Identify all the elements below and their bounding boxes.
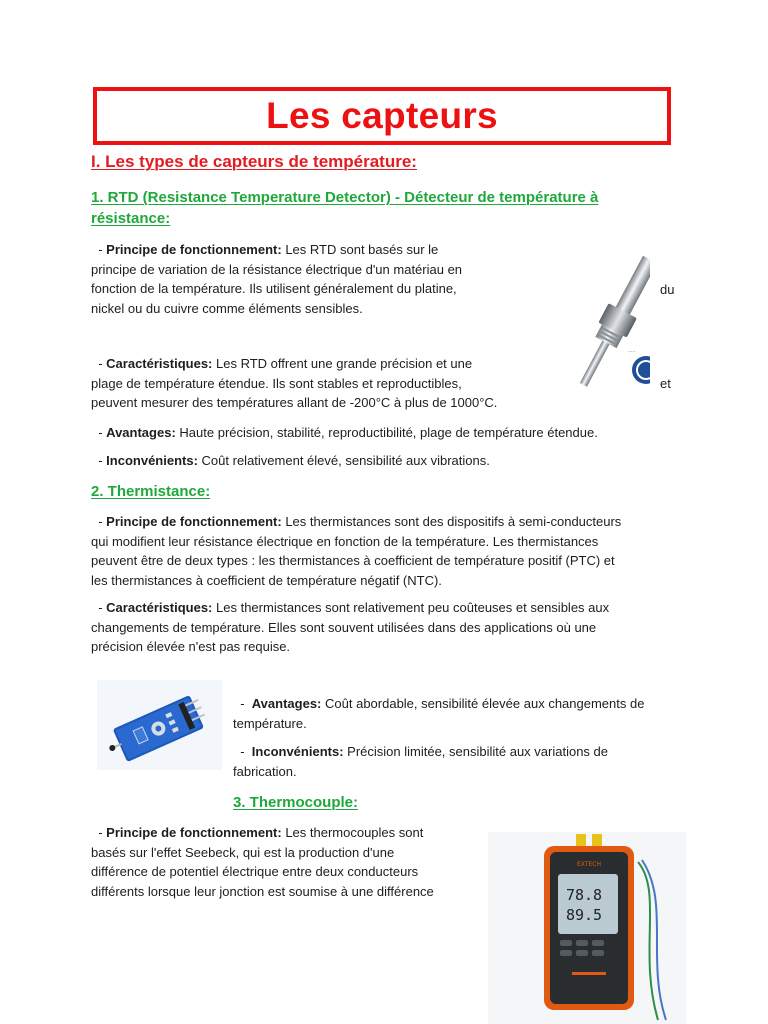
thermocouple-principe-label: Principe de fonctionnement:: [106, 825, 282, 840]
thermistance-inconv-label: Inconvénients:: [251, 744, 344, 759]
thermistance-principe: - Principe de fonctionnement: Les thermistances sont des dispositifs à semi-conducteurs qui modifient leur résistance électrique en fonction de la température. Les thermistances peuvent être de deux types : les thermistances à coefficient de température positif (PTC) et les thermistances à coefficient de température négatif (NTC).: [91, 512, 691, 590]
thermistance-inconv-text: Précision limitée, sensibilité aux variations de: [347, 744, 609, 759]
thermistance-avantages-line: température.: [233, 715, 307, 731]
meter-reading-2: 89.5: [565, 906, 603, 924]
thermocouple-principe-text: Les thermocouples sont: [285, 825, 424, 840]
thermistance-principe-label: Principe de fonctionnement:: [106, 514, 282, 529]
meter-reading-1: 78.8: [565, 886, 603, 904]
thermistance-caract-label: Caractéristiques:: [106, 600, 213, 615]
thermistance-principe-text: Les thermistances sont des dispositifs à semi-conducteurs: [285, 514, 622, 529]
rtd-caract-label: Caractéristiques:: [106, 356, 213, 371]
rtd-heading: 1. RTD (Resistance Temperature Detector) - Détecteur de température à résistance:: [91, 189, 599, 227]
rtd-caract-text: Les RTD offrent une grande précision et une: [216, 356, 473, 371]
title-box: [93, 87, 671, 145]
rtd-avantages: - Avantages: Haute précision, stabilité, reproductibilité, plage de température étendue.: [91, 425, 598, 440]
thermistance-caract-text: Les thermistances sont relativement peu coûteuses et sensibles aux: [216, 600, 610, 615]
thermocouple-principe: - Principe de fonctionnement: Les thermocouples sont basés sur l'effet Seebeck, qui est la production d'une différence de potentiel électrique entre deux conducteurs différents lorsque leur jonction est soumise à une différence: [91, 823, 481, 901]
thermistance-avantages-text: Coût abordable, sensibilité élevée aux changements de: [325, 696, 645, 711]
rtd-avantages-text: Haute précision, stabilité, reproductibilité, plage de température étendue.: [179, 425, 598, 440]
thermocouple-heading: 3. Thermocouple:: [233, 794, 359, 811]
section-heading: I. Les types de capteurs de température:: [91, 152, 417, 171]
thermistance-principe-line: peuvent être de deux types : les thermistances à coefficient de température positif (PTC) et: [91, 553, 615, 568]
thermistance-avantages: - Avantages: Coût abordable, sensibilité élevée aux changements de température.: [233, 694, 683, 733]
rtd-caract: - Caractéristiques: Les RTD offrent une grande précision et une plage de température étendue. Ils sont stables et reproductibles, peuvent mesurer des températures allant de -200°C à plus de 1000°C.: [91, 354, 531, 413]
rtd-principe-wrap: du: [660, 281, 675, 297]
rtd-inconv-label: Inconvénients:: [106, 453, 198, 468]
thermocouple-principe-line: basés sur l'effet Seebeck, qui est la production d'une: [91, 844, 395, 860]
rtd-inconvenients: - Inconvénients: Coût relativement élevé, sensibilité aux vibrations.: [91, 453, 490, 468]
thermistor-module-image: [97, 680, 222, 770]
thermistance-inconvenients: - Inconvénients: Précision limitée, sensibilité aux variations de fabrication.: [233, 742, 683, 781]
svg-text:-----: -----: [628, 349, 636, 354]
rtd-caract-line: plage de température étendue. Ils sont stables et reproductibles,: [91, 375, 462, 391]
page-title: Les capteurs: [266, 95, 498, 136]
rtd-avantages-label: Avantages:: [106, 425, 176, 440]
thermistance-principe-line: les thermistances à coefficient de température négatif (NTC).: [91, 572, 442, 588]
rtd-caract-line: peuvent mesurer des températures allant de -200°C à plus de 1000°C.: [91, 395, 498, 410]
thermistance-caract-line: précision élevée n'est pas requise.: [91, 639, 291, 654]
thermocouple-meter-image: [488, 832, 686, 1024]
rtd-principe-line: nickel ou du cuivre comme éléments sensibles.: [91, 300, 363, 316]
rtd-principe-label: Principe de fonctionnement:: [106, 242, 282, 257]
thermistance-caract: - Caractéristiques: Les thermistances sont relativement peu coûteuses et sensibles aux changements de température. Elles sont souvent utilisées dans des applications où une précision élevée n'est pas requise.: [91, 598, 691, 657]
thermistance-heading: 2. Thermistance:: [91, 483, 211, 500]
rtd-principe-line: fonction de la température. Ils utilisent généralement du platine,: [91, 281, 457, 296]
rtd-principe: - Principe de fonctionnement: Les RTD sont basés sur le principe de variation de la résistance électrique d'un matériau en fonction de la température. Ils utilisent généralement du platine, nickel ou du cuivre comme éléments sensibles.: [91, 240, 511, 318]
rtd-probe-image: [516, 240, 650, 388]
thermistance-inconv-line: fabrication.: [233, 763, 297, 779]
thermistance-caract-line: changements de température. Elles sont souvent utilisées dans des applications où une: [91, 619, 597, 635]
rtd-principe-text: Les RTD sont basés sur le: [285, 242, 439, 257]
rtd-inconv-text: Coût relativement élevé, sensibilité aux vibrations.: [201, 453, 490, 468]
rtd-principe-line: principe de variation de la résistance électrique d'un matériau en: [91, 261, 463, 277]
thermistance-principe-line: qui modifient leur résistance électrique en fonction de la température. Les thermistances: [91, 533, 599, 549]
rtd-caract-wrap: et: [660, 375, 671, 391]
thermocouple-principe-line: différence de potentiel électrique entre deux conducteurs: [91, 864, 419, 879]
thermistance-avantages-label: Avantages:: [251, 696, 322, 711]
thermocouple-principe-line: différents lorsque leur jonction est soumise à une différence: [91, 883, 434, 899]
meter-brand: EXTECH: [577, 861, 601, 868]
